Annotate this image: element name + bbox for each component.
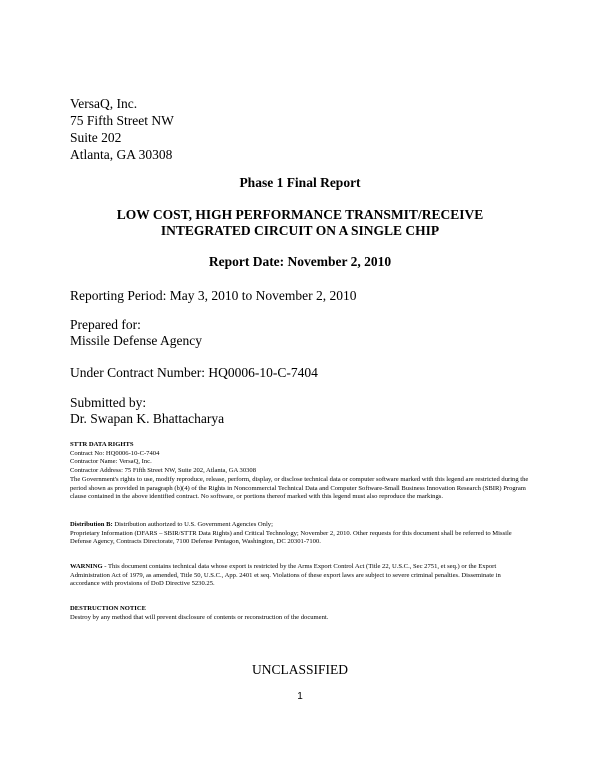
- sender-street: 75 Fifth Street NW: [70, 113, 174, 128]
- warning-text: - This document contains technical data whose export is restricted by the Arms Export Control Act (Title 22, U.S.C., Sec 2751, et seq.) or the Export Administration Act of 1979, as amended, Title 50, U.S.C., App. 2401 et seq. Violations of these export laws are subject to severe criminal penalties. Disseminate in accordance with provisions of DoD Directive 5230.25.: [70, 563, 501, 588]
- sttr-heading: STTR DATA RIGHTS: [70, 441, 134, 448]
- submitted-by-value: Dr. Swapan K. Bhattacharya: [70, 411, 225, 426]
- distribution-text: Distribution authorized to U.S. Government Agencies Only;: [112, 521, 273, 528]
- classification-marking: UNCLASSIFIED: [251, 662, 348, 677]
- sender-city: Atlanta, GA 30308: [70, 147, 173, 162]
- prepared-for-value: Missile Defense Agency: [70, 333, 202, 348]
- sttr-contractor-address: Contractor Address: 75 Fifth Street NW, Suite 202, Atlanta, GA 30308: [70, 467, 257, 475]
- sender-company: VersaQ, Inc.: [70, 96, 138, 111]
- prepared-for-label: Prepared for:: [70, 317, 141, 332]
- destruction-heading: DESTRUCTION NOTICE: [70, 605, 147, 612]
- report-date: Report Date: November 2, 2010: [208, 254, 392, 269]
- submitted-by-label: Submitted by:: [70, 395, 147, 410]
- distribution-details: Proprietary Information (DFARS – SBIR/STTR Data Rights) and Critical Technology; November 2, 2010. Other requests for this document shall be referred to Missile Defense Agency, Contracts Directorate, 7100 Defense Pentagon, Washington, DC 20301-7100.: [70, 529, 512, 546]
- sender-address: [70, 95, 174, 163]
- report-title-line-2: INTEGRATED CIRCUIT ON A SINGLE CHIP: [160, 223, 440, 238]
- destruction-notice: [70, 605, 532, 622]
- page-number: 1: [297, 691, 303, 702]
- reporting-period: Reporting Period: May 3, 2010 to November 2, 2010: [70, 288, 357, 303]
- distribution-statement: [70, 521, 532, 547]
- distribution-label: Distribution B:: [70, 521, 113, 528]
- sttr-contractor-name: Contractor Name: VersaQ, Inc.: [70, 458, 152, 466]
- sttr-data-rights: [70, 441, 532, 502]
- report-title: [0, 207, 600, 239]
- export-warning: [70, 563, 532, 589]
- sttr-contract-no: Contract No: HQ0006-10-C-7404: [70, 449, 160, 457]
- sender-suite: Suite 202: [70, 130, 122, 145]
- sttr-rights-text: The Government's rights to use, modify reproduce, release, perform, display, or disclose technical data or computer software marked with this legend are restricted during the period shown as provided in paragraph (b)(4) of the Rights in Noncommercial Technical Data and Computer Software-Small Business Innovation Research (SBIR) Program clause contained in the above identified contract. No software, or portions thereof marked with this legend must also reproduce the markings.: [70, 475, 529, 501]
- destruction-text: Destroy by any method that will prevent disclosure of contents or reconstruction of the document.: [70, 613, 329, 621]
- report-title-line-1: LOW COST, HIGH PERFORMANCE TRANSMIT/RECEIVE: [116, 207, 484, 222]
- warning-label: WARNING: [70, 563, 103, 570]
- contract-number: Under Contract Number: HQ0006-10-C-7404: [70, 365, 318, 380]
- report-type: Phase 1 Final Report: [239, 175, 361, 190]
